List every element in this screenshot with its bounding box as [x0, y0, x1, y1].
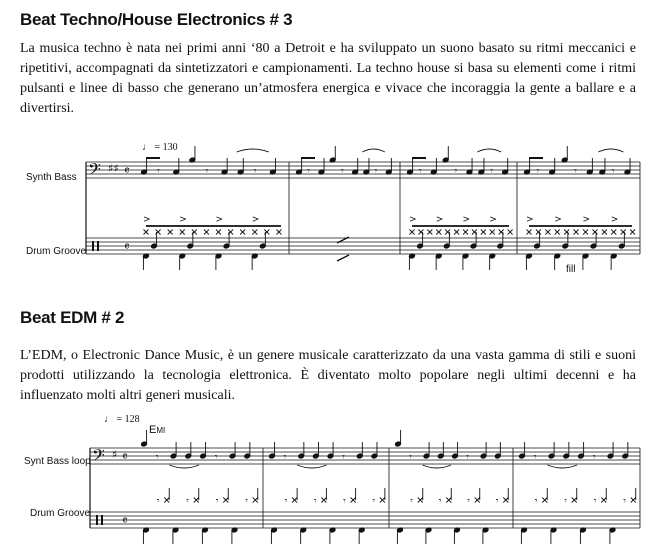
hihat-note [292, 498, 297, 503]
svg-text:♯: ♯ [112, 448, 118, 461]
section2-tempo: ♩ = 128 [104, 414, 140, 425]
hihat-note [564, 230, 569, 235]
svg-text:𝄾: 𝄾 [157, 166, 160, 177]
hihat-note [508, 230, 513, 235]
svg-text:𝄢: 𝄢 [92, 445, 105, 469]
svg-text:𝄾: 𝄾 [593, 496, 597, 507]
svg-text:𝄾: 𝄾 [284, 496, 288, 507]
hihat-note [542, 498, 547, 503]
svg-text:𝄾: 𝄾 [418, 166, 422, 177]
svg-text:𝄾: 𝄾 [245, 496, 248, 507]
section1-fill-annotation: fill [566, 264, 576, 275]
section1-tempo: ♩ = 130 [142, 142, 178, 153]
svg-text:𝄾: 𝄾 [156, 496, 160, 507]
svg-text:𝄢: 𝄢 [88, 159, 101, 183]
svg-text:𝄾: 𝄾 [205, 166, 209, 177]
svg-text:𝄾: 𝄾 [340, 166, 344, 177]
svg-text:𝄴: 𝄴 [122, 514, 128, 529]
svg-text:>: > [179, 215, 187, 225]
hihat-note [418, 498, 423, 503]
svg-text:𝄾: 𝄾 [533, 452, 537, 463]
svg-text:𝄴: 𝄴 [124, 240, 130, 255]
section2-title: Beat EDM # 2 [20, 308, 125, 327]
section2-body: L’EDM, o Electronic Dance Music, è un genere musicale caratterizzato da una vasta gamma di stili e suoni prodotti utilizzando la tecnologia elettronica. È diventato molto popolare negli ultimi decenni e ha influenzato molti altri generi musicali. [20, 348, 636, 403]
svg-text:𝄾: 𝄾 [307, 166, 310, 177]
hihat-note [168, 230, 173, 235]
section2-chord: Emi [149, 424, 166, 436]
svg-text:𝄾: 𝄾 [466, 452, 469, 463]
hihat-note [475, 498, 480, 503]
hihat-note [351, 498, 356, 503]
svg-text:𝄾: 𝄾 [313, 496, 317, 507]
svg-text:𝄾: 𝄾 [155, 452, 159, 463]
svg-text:>: > [215, 215, 224, 225]
hihat-note [527, 230, 532, 235]
svg-text:𝄴: 𝄴 [122, 450, 128, 465]
hihat-note [144, 230, 149, 235]
svg-text:>: > [143, 215, 151, 225]
svg-text:𝄾: 𝄾 [574, 166, 577, 177]
svg-text:𝄾: 𝄾 [343, 496, 346, 507]
hihat-note [545, 230, 550, 235]
hihat-note [574, 230, 579, 235]
svg-text:>: > [610, 215, 619, 225]
hihat-note [223, 498, 228, 503]
hihat-note [204, 230, 209, 235]
svg-text:𝄾: 𝄾 [467, 496, 470, 507]
svg-text:𝄾: 𝄾 [186, 496, 189, 507]
svg-text:>: > [462, 215, 471, 225]
hihat-note [240, 230, 245, 235]
svg-text:𝄾: 𝄾 [438, 496, 442, 507]
hihat-note [503, 498, 508, 503]
svg-text:𝄾: 𝄾 [374, 166, 378, 177]
section1-score [0, 148, 652, 288]
hihat-note [216, 230, 221, 235]
hihat-note [630, 230, 635, 235]
svg-text:𝄾: 𝄾 [454, 166, 458, 177]
hihat-note [454, 230, 459, 235]
svg-text:>: > [554, 215, 562, 225]
svg-text:𝄾: 𝄾 [536, 166, 540, 177]
svg-text:𝄾: 𝄾 [253, 166, 257, 177]
svg-text:𝄾: 𝄾 [214, 452, 218, 463]
hihat-note [611, 230, 616, 235]
hihat-note [427, 230, 432, 235]
svg-text:♯♯: ♯♯ [108, 162, 119, 175]
svg-text:𝄾: 𝄾 [410, 496, 413, 507]
svg-text:𝄾: 𝄾 [564, 496, 567, 507]
hihat-note [276, 230, 281, 235]
hihat-note [631, 498, 636, 503]
section2-score [0, 436, 652, 560]
svg-text:>: > [489, 215, 497, 225]
hihat-note [180, 230, 185, 235]
hihat-note [572, 498, 577, 503]
hihat-note [592, 230, 597, 235]
svg-text:𝄾: 𝄾 [342, 452, 345, 463]
section1-synth-label: Synth Bass [26, 172, 77, 183]
svg-text:>: > [582, 215, 591, 225]
svg-text:𝄾: 𝄾 [283, 452, 287, 463]
svg-text:𝄾: 𝄾 [592, 452, 596, 463]
hihat-note [164, 498, 169, 503]
hihat-note [253, 498, 258, 503]
section1-drum-label: Drum Groove [26, 246, 87, 257]
hihat-note [252, 230, 257, 235]
hihat-note [602, 230, 607, 235]
hihat-note [601, 498, 606, 503]
hihat-note [463, 230, 468, 235]
svg-text:𝄾: 𝄾 [409, 452, 412, 463]
hihat-note [321, 498, 326, 503]
hihat-note [621, 230, 626, 235]
svg-text:𝄾: 𝄾 [215, 496, 219, 507]
hihat-note [583, 230, 588, 235]
hihat-note [481, 230, 486, 235]
hihat-note [555, 230, 560, 235]
hihat-note [436, 230, 441, 235]
svg-text:𝄾: 𝄾 [611, 166, 615, 177]
section2-drum-label: Drum Groove [30, 508, 91, 519]
svg-text:𝄾: 𝄾 [623, 496, 626, 507]
svg-text:>: > [526, 215, 534, 225]
section1-body: La musica techno è nata nei primi anni ‘80 a Detroit e ha sviluppato un suono basato su ritmi meccanici e ripetitivi, accompagnati da sintetizzatori e campionamenti. La techno house si basa su elementi come i ritmi pulsanti e linee di basso che generano un’atmosfera energica e vivace che incoraggia la gente a ballare e a divertirsi. [20, 41, 636, 116]
hihat-note [410, 230, 415, 235]
svg-text:𝄾: 𝄾 [534, 496, 538, 507]
hihat-note [194, 498, 199, 503]
hihat-note [380, 498, 385, 503]
svg-text:𝄴: 𝄴 [124, 164, 130, 179]
hihat-note [490, 230, 495, 235]
section1-title: Beat Techno/House Electronics # 3 [20, 10, 293, 29]
hihat-note [536, 230, 541, 235]
section2-bass-label: Synt Bass loop [24, 456, 91, 467]
svg-text:>: > [409, 215, 417, 225]
svg-text:𝄾: 𝄾 [490, 166, 493, 177]
svg-text:𝄾: 𝄾 [372, 496, 376, 507]
svg-text:>: > [435, 215, 444, 225]
svg-text:𝄾: 𝄾 [495, 496, 499, 507]
svg-text:>: > [251, 215, 260, 225]
hihat-note [446, 498, 451, 503]
